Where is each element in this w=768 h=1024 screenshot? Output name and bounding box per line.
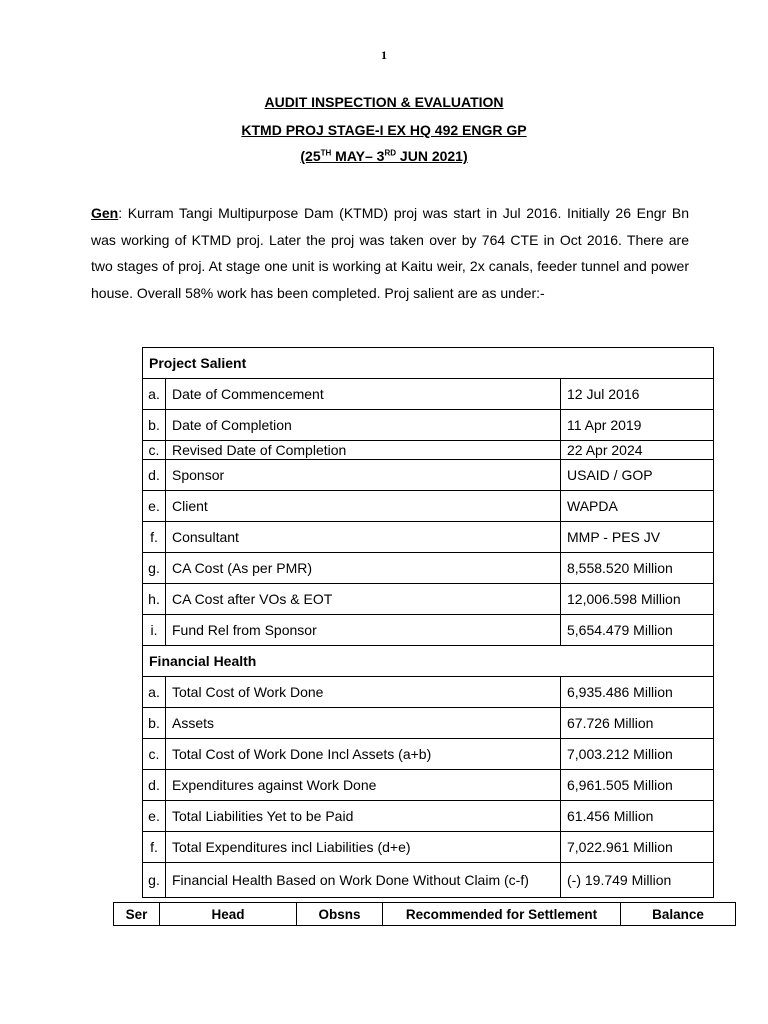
row-value: 12 Jul 2016	[561, 379, 714, 410]
row-value: 8,558.520 Million	[561, 553, 714, 584]
row-ser: e.	[143, 491, 166, 522]
table-row	[143, 832, 714, 863]
row-head: Financial Health Based on Work Done Without Claim (c-f)	[166, 863, 561, 898]
row-value: 6,935.486 Million	[561, 677, 714, 708]
row-value: USAID / GOP	[561, 460, 714, 491]
section-financial-health	[143, 646, 714, 677]
row-value: 12,006.598 Million	[561, 584, 714, 615]
row-head: CA Cost after VOs & EOT	[166, 584, 561, 615]
row-head: Assets	[166, 708, 561, 739]
table-row	[143, 615, 714, 646]
row-ser: c.	[143, 441, 166, 460]
row-value: WAPDA	[561, 491, 714, 522]
row-head: Expenditures against Work Done	[166, 770, 561, 801]
row-ser: h.	[143, 584, 166, 615]
row-head: Client	[166, 491, 561, 522]
table-row	[143, 801, 714, 832]
row-ser: c.	[143, 739, 166, 770]
row-ser: b.	[143, 708, 166, 739]
table-row	[143, 584, 714, 615]
row-ser: a.	[143, 379, 166, 410]
observations-table-header	[113, 902, 736, 926]
row-ser: g.	[143, 863, 166, 898]
table-row	[143, 491, 714, 522]
doc-title-line2: KTMD PROJ STAGE-I EX HQ 492 ENGR GP	[241, 122, 527, 138]
row-head: Date of Commencement	[166, 379, 561, 410]
row-ser: g.	[143, 553, 166, 584]
doc-title-dates: (25TH MAY– 3RD JUN 2021)	[300, 148, 468, 164]
row-ser: f.	[143, 832, 166, 863]
page-number: 1	[381, 48, 387, 62]
table-row	[143, 379, 714, 410]
row-ser: e.	[143, 801, 166, 832]
row-head: Sponsor	[166, 460, 561, 491]
row-ser: a.	[143, 677, 166, 708]
row-head: Total Expenditures incl Liabilities (d+e)	[166, 832, 561, 863]
col-balance: Balance	[621, 903, 736, 926]
row-head: Date of Completion	[166, 410, 561, 441]
row-value: MMP - PES JV	[561, 522, 714, 553]
row-head: Revised Date of Completion	[166, 441, 561, 460]
table-row	[143, 708, 714, 739]
row-ser: d.	[143, 460, 166, 491]
row-value: 22 Apr 2024	[561, 441, 714, 460]
project-salient-table	[142, 347, 714, 898]
row-ser: b.	[143, 410, 166, 441]
row-value: 6,961.505 Million	[561, 770, 714, 801]
section-project-salient	[143, 348, 714, 379]
table-row	[143, 460, 714, 491]
table-row	[143, 863, 714, 898]
row-ser: d.	[143, 770, 166, 801]
row-head: Total Liabilities Yet to be Paid	[166, 801, 561, 832]
row-value: (-) 19.749 Million	[561, 863, 714, 898]
col-head: Head	[160, 903, 297, 926]
col-obsns: Obsns	[297, 903, 383, 926]
doc-title-line1: AUDIT INSPECTION & EVALUATION	[264, 94, 504, 110]
row-value: 7,022.961 Million	[561, 832, 714, 863]
col-recommended: Recommended for Settlement	[383, 903, 621, 926]
gen-paragraph	[91, 200, 689, 306]
row-value: 61.456 Million	[561, 801, 714, 832]
table-row	[143, 770, 714, 801]
section-financial-health-label: Financial Health	[143, 646, 714, 677]
table-row	[143, 410, 714, 441]
table-row	[143, 677, 714, 708]
table-row	[143, 441, 714, 460]
row-value: 7,003.212 Million	[561, 739, 714, 770]
row-value: 67.726 Million	[561, 708, 714, 739]
gen-label: Gen	[91, 205, 119, 221]
row-head: CA Cost (As per PMR)	[166, 553, 561, 584]
row-ser: i.	[143, 615, 166, 646]
row-head: Fund Rel from Sponsor	[166, 615, 561, 646]
row-value: 5,654.479 Million	[561, 615, 714, 646]
col-ser: Ser	[114, 903, 160, 926]
section-project-salient-label: Project Salient	[143, 348, 714, 379]
row-value: 11 Apr 2019	[561, 410, 714, 441]
table-row	[143, 522, 714, 553]
row-ser: f.	[143, 522, 166, 553]
row-head: Total Cost of Work Done	[166, 677, 561, 708]
table-row	[143, 553, 714, 584]
table-row	[143, 739, 714, 770]
row-head: Total Cost of Work Done Incl Assets (a+b)	[166, 739, 561, 770]
gen-text: : Kurram Tangi Multipurpose Dam (KTMD) proj was start in Jul 2016. Initially 26 Engr Bn was working of KTMD proj. Later the proj was taken over by 764 CTE in Oct 2016. There are two stages of proj. At stage one unit is working at Kaitu weir, 2x canals, feeder tunnel and power house. Overall 58% work has been completed. Proj salient are as under:-	[91, 205, 689, 301]
row-head: Consultant	[166, 522, 561, 553]
